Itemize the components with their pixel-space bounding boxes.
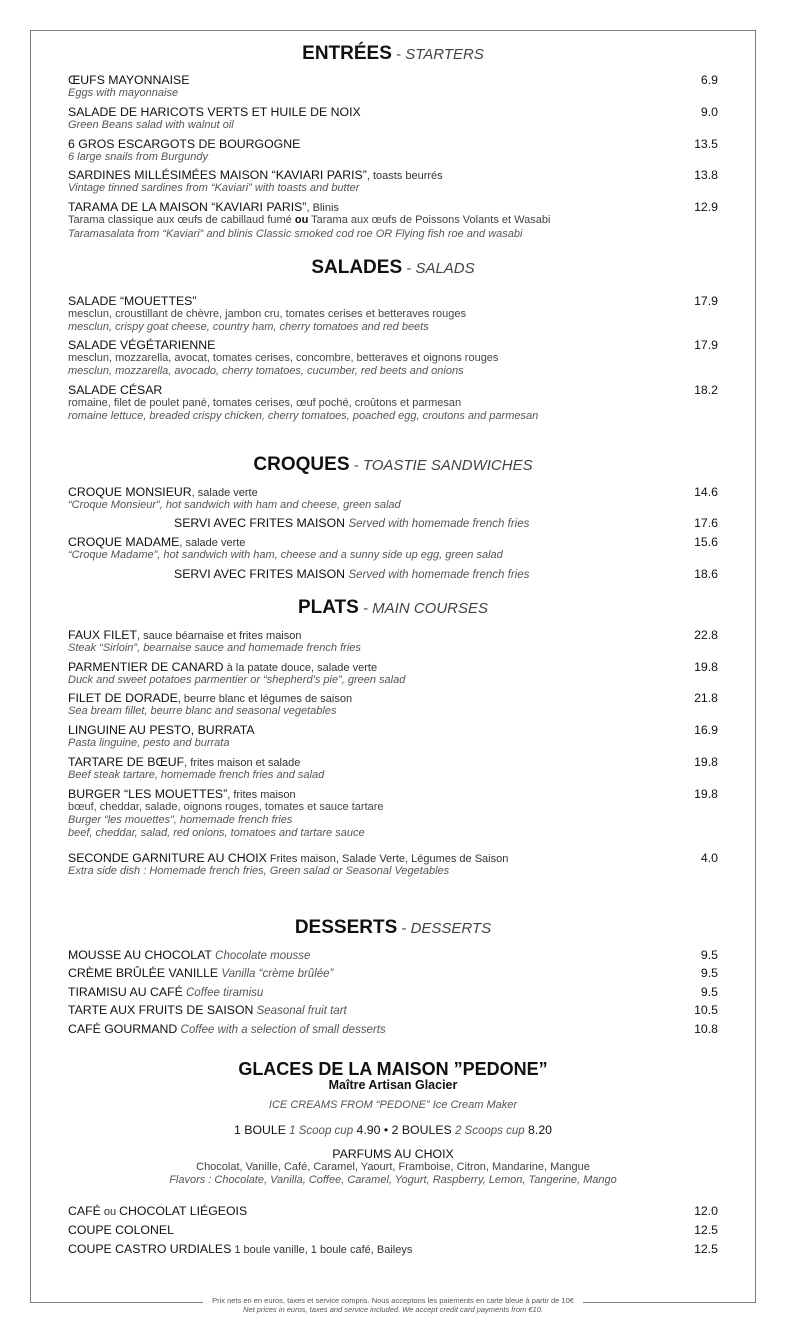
menu-item-name: SALADE VÉGÉTARIENNE [68,338,216,352]
item-name-extra: , sauce béarnaise et frites maison [137,630,302,642]
section-title-en: - TOASTIE SANDWICHES [349,457,533,474]
menu-item-name [68,485,258,499]
served-fr: SERVI AVEC FRITES MAISON [174,516,346,530]
item-name-text: COUPE CASTRO URDIALES [68,1242,232,1256]
icecream-tagline: ICE CREAMS FROM “PEDONE” Ice Cream Maker [268,1099,518,1111]
item-name-text: CAFÉ [68,1204,101,1218]
menu-item-price: 21.8 [694,691,718,705]
icecream-subtitle: Maître Artisan Glacier [328,1078,458,1092]
menu-item-desc-en: Extra side dish : Homemade french fries, Green salad or Seasonal Vegetables [68,865,450,877]
one-scoop-en: 1 Scoop cup [285,1125,354,1137]
item-name-text: SALADE DE HARICOTS VERTS ET HUILE DE NOIX [68,105,361,119]
coupe-item [68,1204,247,1218]
section-title-en: - STARTERS [391,46,484,63]
menu-item-price: 17.9 [694,294,718,308]
section-title-croques [30,454,756,476]
item-name-text: TARTARE DE BŒUF [68,755,185,769]
item-name-text: TARTE AUX FRUITS DE SAISON [68,1003,254,1017]
menu-item-name [68,628,302,642]
menu-item-desc-en: Vintage tinned sardines from “Kaviari” with toasts and butter [68,182,360,194]
menu-item-name: SALADE “MOUETTES” [68,294,197,308]
menu-item-name [68,73,189,87]
one-scoop-label: 1 BOULE [234,1123,286,1137]
menu-item-desc-en: Green Beans salad with walnut oil [68,119,234,131]
icecream-scoops-line [30,1123,756,1137]
section-title-mains [30,597,756,619]
item-name-text: FILET DE DORADE [68,691,178,705]
menu-item-name [68,755,300,769]
item-name-text: PARMENTIER DE CANARD [68,660,224,674]
served-with-fries [174,516,529,530]
item-name-text: CRÈME BRÛLÉE VANILLE [68,966,219,980]
menu-item-desc-en: mesclun, mozzarella, avocado, cherry tomatoes, cucumber, red beets and onions [68,365,464,377]
section-title-fr: DESSERTS [294,917,398,938]
two-scoops-label: 2 BOULES [391,1123,452,1137]
item-name-text: BURGER “LES MOUETTES” [68,787,228,801]
item-name-en: Chocolate mousse [211,950,311,962]
item-name-extra: Frites maison, Salade Verte, Légumes de Saison [266,853,509,865]
coupe-item [68,1242,412,1256]
menu-item-desc-en: 6 large snails from Burgundy [68,151,209,163]
flavors-fr: Chocolat, Vanille, Café, Caramel, Yaourt, Framboise, Citron, Mandarine, Mangue [196,1161,590,1173]
menu-item-price: 17.9 [694,338,718,352]
menu-item-desc-en: Steak “Sirloin”, bearnaise sauce and homemade french fries [68,642,361,654]
desc-or: ou [294,214,309,226]
served-en: Served with homemade french fries [348,518,530,530]
dessert-item [68,1003,347,1017]
menu-item-price: 15.6 [694,535,718,549]
item-name-text: MOUSSE AU CHOCOLAT [68,948,212,962]
menu-item-desc-en: Eggs with mayonnaise [68,87,179,99]
menu-item-price: 9.5 [700,985,718,999]
item-name-text: CHOCOLAT LIÉGEOIS [119,1204,248,1218]
menu-item-price: 12.0 [694,1204,718,1218]
menu-item-desc-en: Beef steak tartare, homemade french fries and salad [68,769,325,781]
menu-item-price: 6.9 [700,73,718,87]
menu-item-price: 10.5 [694,1003,718,1017]
item-name-text: CROQUE MONSIEUR [68,485,192,499]
item-name-extra: , salade verte [179,537,246,549]
icecream-title: GLACES DE LA MAISON ”PEDONE” [238,1059,548,1079]
item-name-extra: à la patate douce, salade verte [223,662,378,674]
menu-item-price: 4.0 [700,851,718,865]
menu-item-price: 9.0 [700,105,718,119]
flavors-title: PARFUMS AU CHOIX [332,1147,454,1161]
menu-item-desc-en: Duck and sweet potatoes parmentier or “shepherd’s pie”, green salad [68,674,406,686]
menu-item-price: 12.9 [694,200,718,214]
item-name-text: ŒUFS MAYONNAISE [68,73,190,87]
item-name-text: CROQUE MADAME [68,535,180,549]
served-fr: SERVI AVEC FRITES MAISON [174,567,346,581]
menu-item-desc-fr [68,214,550,226]
menu-item-name [68,723,255,737]
section-title-salads [30,257,756,279]
section-title-fr: CROQUES [253,454,350,475]
menu-item-desc-en: Sea bream fillet, beurre blanc and seasonal vegetables [68,705,337,717]
menu-item-name [68,105,361,119]
menu-item-price: 14.6 [694,485,718,499]
footer-note-en: Net prices in euros, taxes and service included. We accept credit card payments from €10. [242,1305,543,1314]
item-name-text: LINGUINE AU PESTO, BURRATA [68,723,255,737]
menu-item-desc-fr: bœuf, cheddar, salade, oignons rouges, tomates et sauce tartare [68,801,384,813]
item-name-extra: , Blinis [306,202,339,214]
item-name-en: Coffee with a selection of small desserts [177,1024,386,1036]
item-name-text: SECONDE GARNITURE AU CHOIX [68,851,267,865]
menu-item-price: 9.5 [700,966,718,980]
served-with-fries [174,567,529,581]
item-name-extra: , frites maison et salade [184,757,301,769]
item-name-en: Seasonal fruit tart [253,1005,347,1017]
item-name-en: Coffee tiramisu [182,987,264,999]
item-name-text: CAFÉ GOURMAND [68,1022,178,1036]
dessert-item [68,966,333,980]
menu-item-price: 19.8 [694,660,718,674]
one-scoop-price: 4.90 [353,1123,381,1137]
flavors-en: Flavors : Chocolate, Vanilla, Coffee, Caramel, Yogurt, Raspberry, Lemon, Tangerine, Mango [169,1174,617,1186]
section-title-en: - SALADS [402,260,475,277]
item-name-text: COUPE COLONEL [68,1223,174,1237]
served-price: 17.6 [694,516,718,530]
two-scoops-en: 2 Scoops cup [451,1125,525,1137]
menu-item-name [68,168,443,182]
served-price: 18.6 [694,567,718,581]
menu-item-price: 9.5 [700,948,718,962]
menu-item-price: 13.8 [694,168,718,182]
menu-item-price: 19.8 [694,755,718,769]
menu-item-desc-en: Pasta linguine, pesto and burrata [68,737,230,749]
coupe-item [68,1223,174,1237]
item-name-text: FAUX FILET [68,628,138,642]
menu-item-name [68,691,352,705]
item-name-text: TIRAMISU AU CAFÉ [68,985,183,999]
menu-item-name [68,535,245,549]
desc-part: Tarama aux œufs de Poissons Volants et Wasabi [308,214,551,226]
menu-item-desc-fr: mesclun, croustillant de chèvre, jambon cru, tomates cerises et betteraves rouges [68,308,467,320]
section-title-en: - DESSERTS [397,920,492,937]
menu-item-desc-en: “Croque Monsieur”, hot sandwich with ham and cheese, green salad [68,499,401,511]
item-name-extra: , beurre blanc et légumes de saison [177,693,353,705]
menu-item-desc-fr: mesclun, mozzarella, avocat, tomates cerises, concombre, betteraves et oignons rouges [68,352,499,364]
section-title-fr: SALADES [311,257,403,278]
item-name-text: 6 GROS ESCARGOTS DE BOURGOGNE [68,137,301,151]
menu-item-price: 16.9 [694,723,718,737]
item-name-extra: , frites maison [227,789,296,801]
menu-item-name [68,200,339,214]
menu-item-name [68,851,508,865]
menu-item-desc-en: beef, cheddar, salad, red onions, tomatoes and tartare sauce [68,827,365,839]
menu-item-name [68,787,296,801]
item-name-extra: 1 boule vanille, 1 boule café, Baileys [231,1244,413,1256]
menu-item-price: 13.5 [694,137,718,151]
menu-item-desc-en: “Croque Madame”, hot sandwich with ham, cheese and a sunny side up egg, green salad [68,549,503,561]
section-title-fr: ENTRÉES [302,43,392,64]
item-name-extra: , toasts beurrés [366,170,443,182]
dessert-item [68,948,310,962]
menu-item-desc-en: mesclun, crispy goat cheese, country ham, cherry tomatoes and red beets [68,321,429,333]
menu-item-price: 10.8 [694,1022,718,1036]
section-title-desserts [30,917,756,939]
dessert-item [68,1022,386,1036]
menu-item-desc-en: Burger “les mouettes”, homemade french fries [68,814,293,826]
menu-item-price: 12.5 [694,1242,718,1256]
section-title-en: - MAIN COURSES [358,600,489,617]
menu-item-name [68,137,300,151]
menu-item-price: 19.8 [694,787,718,801]
item-name-en: Vanilla “crème brûlée” [218,968,334,980]
item-name-or: ou [100,1206,120,1218]
menu-item-name [68,660,377,674]
item-name-extra: , salade verte [191,487,258,499]
menu-item-price: 22.8 [694,628,718,642]
dessert-item [68,985,263,999]
menu-item-name: SALADE CÉSAR [68,383,163,397]
section-title-starters [30,43,756,65]
scoop-separator: • [380,1123,392,1137]
item-name-text: TARAMA DE LA MAISON “KAVIARI PARIS” [68,200,307,214]
menu-item-desc-en: romaine lettuce, breaded crispy chicken, cherry tomatoes, poached egg, croutons and parmesan [68,410,539,422]
two-scoops-price: 8.20 [524,1123,552,1137]
section-title-fr: PLATS [297,597,359,618]
menu-item-price: 18.2 [694,383,718,397]
item-name-text: SARDINES MILLÉSIMÉES MAISON “KAVIARI PARIS” [68,168,367,182]
footer-note-fr: Prix nets en en euros, taxes et service compris. Nous acceptons les paiements en carte bleue à partir de 10€ [212,1296,574,1305]
menu-item-desc-en: Taramasalata from “Kaviari” and blinis Classic smoked cod roe OR Flying fish roe and wasabi [68,228,523,240]
served-en: Served with homemade french fries [348,569,530,581]
desc-part: Tarama classique aux œufs de cabillaud fumé [68,214,295,226]
menu-item-price: 12.5 [694,1223,718,1237]
menu-item-desc-fr: romaine, filet de poulet pané, tomates cerises, œuf poché, croûtons et parmesan [68,397,462,409]
